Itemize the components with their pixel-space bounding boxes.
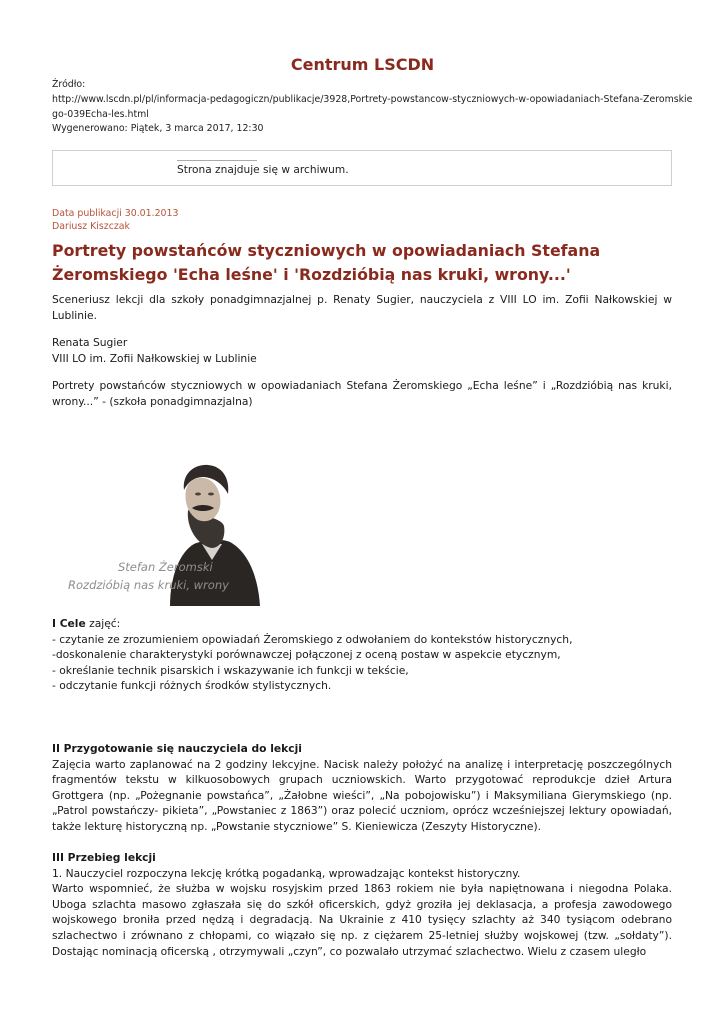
- archive-notice: Strona znajduje się w archiwum.: [177, 164, 349, 176]
- article-title: Portrety powstańców styczniowych w opowiadaniach Stefana Żeromskiego 'Echa leśne' i 'Rozdzióbią nas kruki, wrony...': [52, 241, 601, 284]
- source-url-line-2: go-039Echa-les.html: [52, 108, 149, 120]
- author-name: Renata Sugier: [52, 336, 128, 349]
- article-intro: Sceneriusz lekcji dla szkoły ponadgimnazjalnej p. Renaty Sugier, nauczyciela z VIII LO im. Zofii Nałkowskiej w Lublinie.: [52, 293, 672, 322]
- archive-notice-box: [52, 150, 672, 186]
- goals-heading-suffix: zajęć:: [85, 617, 121, 630]
- author-block: [52, 335, 672, 366]
- course-step-1: 1. Nauczyciel rozpoczyna lekcję krótką pogadanką, wprowadzając kontekst historyczny.: [52, 866, 521, 880]
- site-title: Centrum LSCDN: [290, 55, 435, 74]
- course-text: Warto wspomnieć, że służba w wojsku rosyjskim przed 1863 rokiem nie była napiętnowana i niegodna Polaka. Uboga szlachta masowo zgłaszała się do szkół oficerskich, gdyż groziła jej deklasacja, a profesja zawodowego wojskowego broniła przed nędzą i degradacją. Na Ukrainie z 410 tysięcy szlachty aż 340 tysiącom odebrano szlachectwo i zrównano z chłopami, co wiązało się np. z ciężarem 25-letniej służby wojskowej (tzw. „sołdaty”). Dostając nominacją oficerską , otrzymywali „czyn”, co pozwalało utrzymać szlachectwo. Wielu z czasem uległo: [52, 882, 672, 958]
- source-label: Źródło:: [52, 79, 86, 90]
- publication-author: Dariusz Kiszczak: [52, 220, 130, 232]
- image-caption-name: Stefan Żeromski: [118, 560, 213, 574]
- preparation-heading: II Przygotowanie się nauczyciela do lekcji: [52, 742, 302, 755]
- publication-date: Data publikacji 30.01.2013: [52, 208, 179, 219]
- goal-item: - określanie technik pisarskich i wskazywanie ich funkcji w tekście,: [52, 663, 409, 677]
- preparation-text: Zajęcia warto zaplanować na 2 godziny lekcyjne. Nacisk należy położyć na analizę i interpretację poszczególnych fragmentów tekstu w kilkuosobowych grupach uczniowskich. Warto przygotować reprodukcje dzieł Artura Grottgera (np. „Pożegnanie powstańca”, „Żałobne wieści”, „Na pobojowisku”) i Maksymiliana Gierymskiego (np. „Patrol powstańczy- pikieta”, „Powstaniec z 1863”) oraz polecić uczniom, oprócz wcześniejszej lektury opowiadań, także lekturę historyczną np. „Powstanie styczniowe” S. Kieniewicza (Zeszyty Historyczne).: [52, 757, 672, 833]
- goal-item: - czytanie ze zrozumieniem opowiadań Żeromskiego z odwołaniem do kontekstów historycznych,: [52, 632, 573, 646]
- generated-timestamp: Wygenerowano: Piątek, 3 marca 2017, 12:30: [52, 123, 264, 135]
- goal-item: -doskonalenie charakterystyki porównawczej połączonej z oceną postaw w aspekcie etycznym,: [52, 648, 561, 662]
- archive-divider: [177, 160, 257, 161]
- preparation-section: [52, 741, 672, 835]
- author-school: VIII LO im. Zofii Nałkowskiej w Lublinie: [52, 351, 257, 365]
- source-url-line-1: http://www.lscdn.pl/pl/informacja-pedagogiczn/publikacje/3928,Portrety-powstancow-styczniowych-w-opowiadaniach-Stefana-Zeromskie: [52, 93, 693, 105]
- goals-heading: I Cele: [52, 617, 86, 630]
- course-heading: III Przebieg lekcji: [52, 851, 156, 864]
- publication-info: [52, 208, 178, 233]
- source-meta: [52, 78, 693, 137]
- image-caption-title: Rozdzióbią nas kruki, wrony: [68, 578, 229, 592]
- lesson-topic: Portrety powstańców styczniowych w opowiadaniach Stefana Żeromskiego „Echa leśne” i „Rozdzióbią nas kruki, wrony...” - (szkoła ponadgimnazjalna): [52, 379, 672, 408]
- course-section: [52, 850, 672, 959]
- goals-heading-line: [52, 616, 672, 632]
- goal-item: - odczytanie funkcji różnych środków stylistycznych.: [52, 679, 332, 693]
- goals-section: [52, 616, 672, 694]
- zeromski-portrait-image: [52, 456, 272, 606]
